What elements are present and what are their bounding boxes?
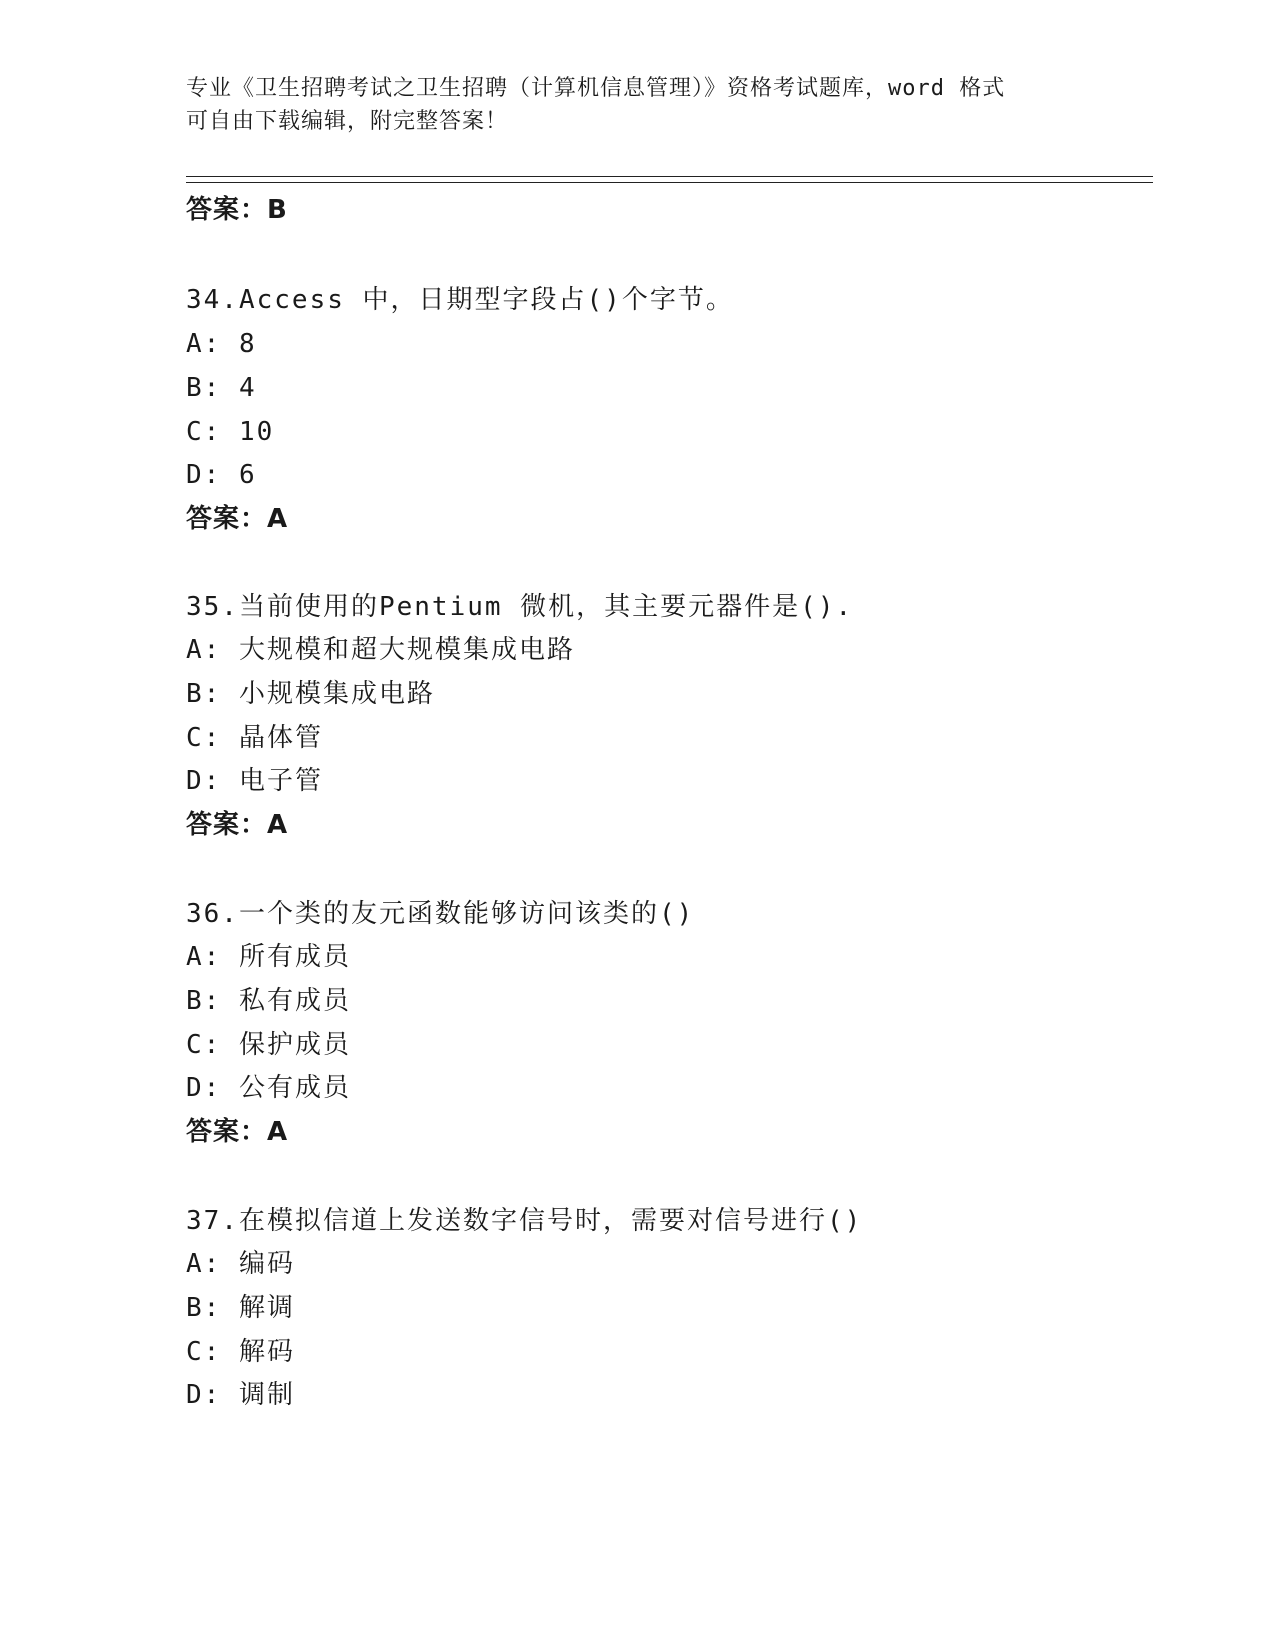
question-34-option-a: A: 8 [186, 329, 257, 359]
question-35-answer: 答案：A [186, 810, 289, 840]
question-36-option-b: B: 私有成员 [186, 986, 351, 1016]
question-35-option-a: A: 大规模和超大规模集成电路 [186, 635, 575, 665]
previous-answer: 答案：B [186, 195, 288, 225]
question-34-answer: 答案：A [186, 504, 289, 534]
header-line-2: 可自由下载编辑，附完整答案！ [186, 109, 509, 134]
question-36-option-a: A: 所有成员 [186, 942, 351, 972]
question-37-option-c: C: 解码 [186, 1337, 295, 1367]
question-34-option-b: B: 4 [186, 373, 257, 403]
document-header [186, 72, 1086, 138]
header-divider-top [186, 176, 1153, 177]
question-36-option-d: D: 公有成员 [186, 1073, 351, 1103]
question-36-option-c: C: 保护成员 [186, 1030, 351, 1060]
question-34-option-c: C: 10 [186, 417, 275, 447]
question-34-option-d: D: 6 [186, 460, 257, 490]
question-35-option-d: D: 电子管 [186, 766, 323, 796]
question-37-option-d: D: 调制 [186, 1380, 295, 1410]
question-34-stem: 34.Access 中，日期型字段占()个字节。 [186, 285, 734, 315]
question-35-stem: 35.当前使用的Pentium 微机，其主要元器件是(). [186, 592, 854, 622]
question-35-option-b: B: 小规模集成电路 [186, 679, 435, 709]
question-36-stem: 36.一个类的友元函数能够访问该类的() [186, 899, 695, 929]
question-37-option-b: B: 解调 [186, 1293, 295, 1323]
header-divider-bottom [186, 182, 1153, 183]
question-35-option-c: C: 晶体管 [186, 723, 323, 753]
header-line-1: 专业《卫生招聘考试之卫生招聘（计算机信息管理）》资格考试题库，word 格式 [186, 76, 1006, 101]
question-36-answer: 答案：A [186, 1117, 289, 1147]
question-37-stem: 37.在模拟信道上发送数字信号时，需要对信号进行() [186, 1206, 863, 1236]
question-37-option-a: A: 编码 [186, 1249, 295, 1279]
